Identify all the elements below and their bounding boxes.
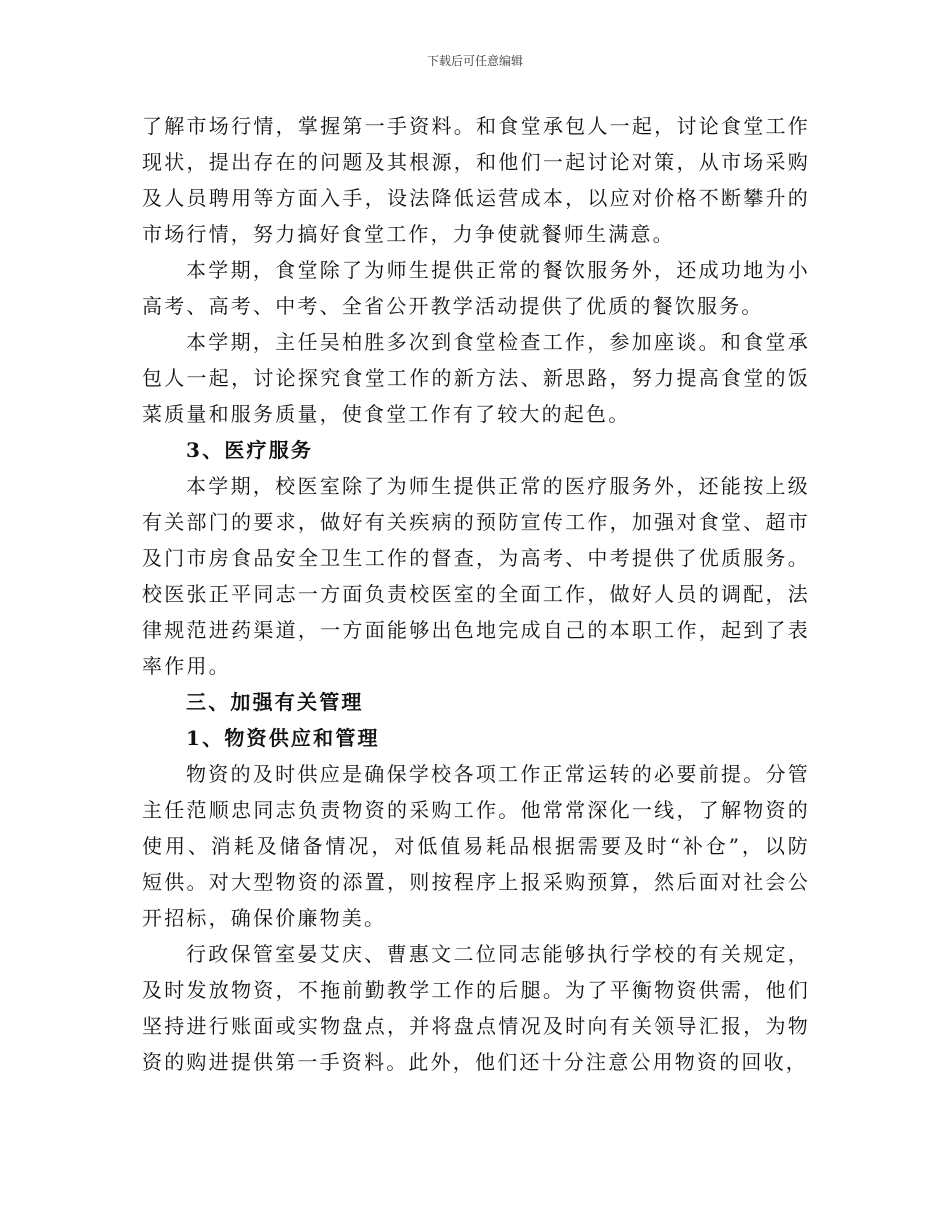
page-header-note: 下载后可任意编辑 <box>426 54 523 68</box>
document-body <box>142 108 810 1080</box>
section-heading-supplies: 1、物资供应和管理 <box>186 726 380 750</box>
paragraph-canteen-market: 了解市场行情，掌握第一手资料。和食堂承包人一起，讨论食堂工作现状，提出存在的问题及其根源，和他们一起讨论对策，从市场采购及人员聘用等方面入手，设法降低运营成本，以应对价格不断攀升的市场行情，努力搞好食堂工作，力争使就餐师生满意。 <box>142 114 810 246</box>
paragraph-canteen-service: 本学期，食堂除了为师生提供正常的餐饮服务外，还成功地为小高考、高考、中考、全省公开教学活动提供了优质的餐饮服务。 <box>142 258 810 318</box>
paragraph-supplies-storage: 行政保管室晏艾庆、曹惠文二位同志能够执行学校的有关规定，及时发放物资，不拖前勤教学工作的后腿。为了平衡物资供需，他们坚持进行账面或实物盘点，并将盘点情况及时向有关领导汇报，为物资的购进提供第一手资料。此外，他们还十分注意公用物资的回收， <box>142 942 810 1074</box>
paragraph-canteen-inspection: 本学期，主任吴柏胜多次到食堂检查工作，参加座谈。和食堂承包人一起，讨论探究食堂工作的新方法、新思路，努力提高食堂的饭菜质量和服务质量，使食堂工作有了较大的起色。 <box>142 330 810 426</box>
section-heading-medical-service: 3、医疗服务 <box>186 438 314 462</box>
section-heading-management: 三、加强有关管理 <box>186 690 364 714</box>
paragraph-medical-service: 本学期，校医室除了为师生提供正常的医疗服务外，还能按上级有关部门的要求，做好有关疾病的预防宣传工作，加强对食堂、超市及门市房食品安全卫生工作的督查，为高考、中考提供了优质服务。校医张正平同志一方面负责校医室的全面工作，做好人员的调配，法律规范进药渠道，一方面能够出色地完成自己的本职工作，起到了表率作用。 <box>142 474 810 678</box>
paragraph-supplies-procurement: 物资的及时供应是确保学校各项工作正常运转的必要前提。分管主任范顺忠同志负责物资的采购工作。他常常深化一线，了解物资的使用、消耗及储备情况，对低值易耗品根据需要及时“补仓”，以防短供。对大型物资的添置，则按程序上报采购预算，然后面对社会公开招标，确保价廉物美。 <box>142 762 810 930</box>
